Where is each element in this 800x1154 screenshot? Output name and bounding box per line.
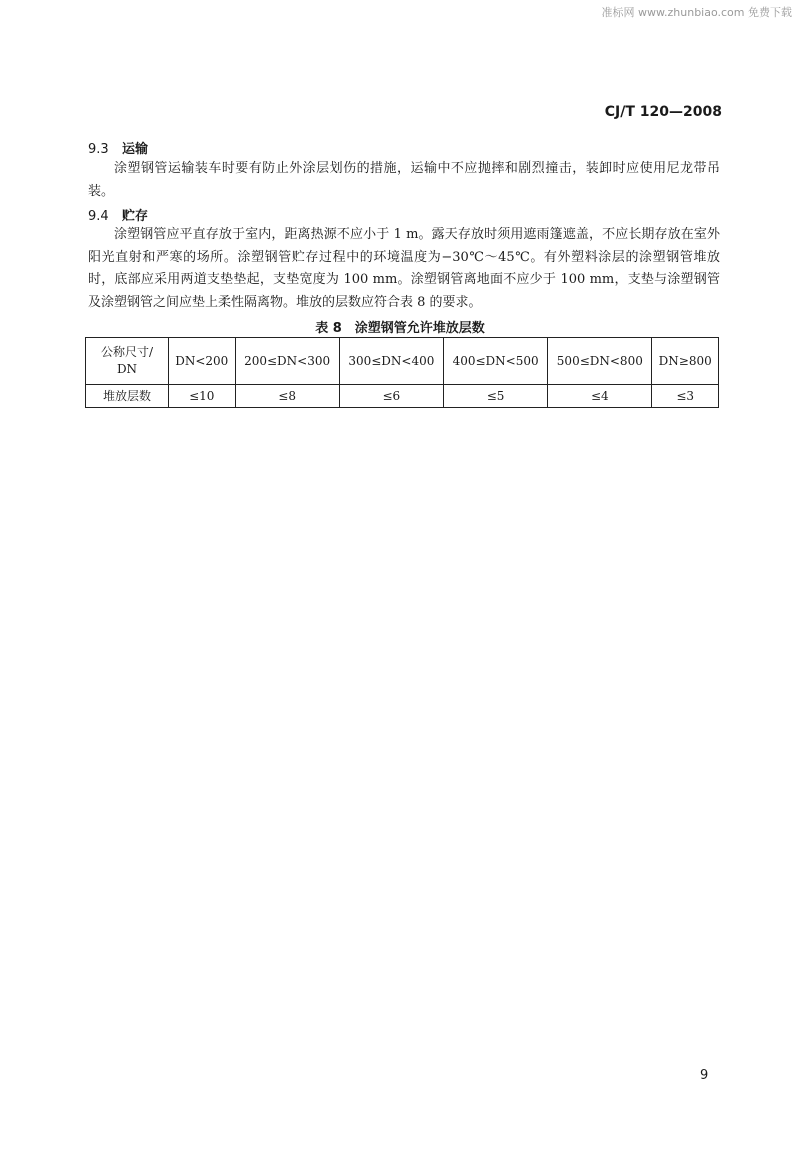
table-cell: ≤6 <box>339 385 443 408</box>
header-label-line1: 公称尺寸/ <box>100 345 154 359</box>
table-header-row <box>86 338 719 385</box>
page-number: 9 <box>700 1068 709 1083</box>
table-header-cell: 500≤DN<800 <box>548 338 652 385</box>
section-number: 9.3 <box>88 142 109 157</box>
table-row-label: 堆放层数 <box>86 385 169 408</box>
table-header-label <box>86 338 169 385</box>
section-heading-9-3 <box>88 138 148 157</box>
table-cell: ≤5 <box>443 385 547 408</box>
section-heading-9-4 <box>88 205 148 224</box>
table-cell: ≤8 <box>235 385 339 408</box>
watermark: 准标网 www.zhunbiao.com 免费下载 <box>601 6 792 19</box>
standard-code: CJ/T 120—2008 <box>604 104 722 120</box>
table-header-cell: DN≥800 <box>652 338 719 385</box>
table-row <box>86 385 719 408</box>
section-title: 贮存 <box>122 209 149 224</box>
table-cell: ≤10 <box>169 385 236 408</box>
table-header-cell: 400≤DN<500 <box>443 338 547 385</box>
header-label-line2: DN <box>116 362 138 376</box>
section-number: 9.4 <box>88 209 109 224</box>
stacking-layers-table <box>85 337 719 408</box>
section-paragraph-9-3: 涂塑钢管运输装车时要有防止外涂层划伤的措施，运输中不应抛摔和剧烈撞击，装卸时应使用尼龙带吊装。 <box>88 161 720 199</box>
table-caption: 表 8 涂塑钢管允许堆放层数 <box>315 321 485 336</box>
table-cell: ≤4 <box>548 385 652 408</box>
table-header-cell: 200≤DN<300 <box>235 338 339 385</box>
table-header-cell: 300≤DN<400 <box>339 338 443 385</box>
section-title: 运输 <box>122 142 149 157</box>
section-paragraph-9-4: 涂塑钢管应平直存放于室内，距离热源不应小于 1 m。露天存放时须用遮雨篷遮盖，不应长期存放在室外阳光直射和严寒的场所。涂塑钢管贮存过程中的环境温度为−30℃～45℃。有外塑料涂层的涂塑钢管堆放时，底部应采用两道支垫垫起，支垫宽度为 100 mm。涂塑钢管离地面不应少于 100 mm，支垫与涂塑钢管及涂塑钢管之间应垫上柔性隔离物。堆放的层数应符合表 8 的要求。 <box>88 227 720 310</box>
table-cell: ≤3 <box>652 385 719 408</box>
table-header-cell: DN<200 <box>169 338 236 385</box>
